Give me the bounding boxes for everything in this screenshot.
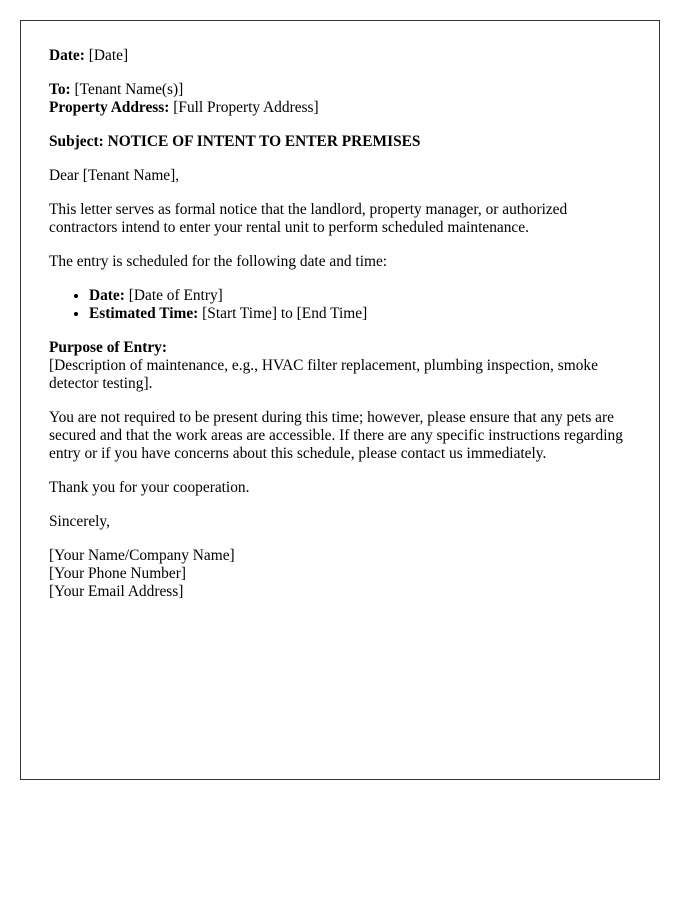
recipient-block [49, 81, 631, 117]
schedule-time-label: Estimated Time: [89, 305, 199, 322]
purpose-label: Purpose of Entry: [49, 339, 167, 356]
signature-name: [Your Name/Company Name] [49, 547, 235, 564]
thanks-line: Thank you for your cooperation. [49, 479, 250, 496]
signature-block [49, 547, 631, 601]
signature-email: [Your Email Address] [49, 583, 184, 600]
property-value: [Full Property Address] [173, 99, 319, 116]
intro-paragraph: This letter serves as formal notice that the landlord, property manager, or authorized contractors intend to enter your rental unit to perform scheduled maintenance. [49, 201, 568, 236]
purpose-block [49, 339, 631, 393]
purpose-text: [Description of maintenance, e.g., HVAC filter replacement, plumbing inspection, smoke detector testing]. [49, 357, 598, 392]
signature-phone: [Your Phone Number] [49, 565, 186, 582]
schedule-date-value: [Date of Entry] [128, 287, 223, 304]
date-value: [Date] [88, 47, 129, 64]
subject-label: Subject: [49, 133, 104, 150]
date-label: Date: [49, 47, 85, 64]
subject-line [49, 133, 631, 151]
schedule-item-time [89, 305, 631, 323]
schedule-intro: The entry is scheduled for the following date and time: [49, 253, 388, 270]
to-label: To: [49, 81, 71, 98]
letter-page [20, 20, 660, 780]
property-label: Property Address: [49, 99, 170, 116]
to-value: [Tenant Name(s)] [74, 81, 184, 98]
date-line [49, 47, 631, 65]
property-line [49, 99, 631, 117]
greeting: Dear [Tenant Name], [49, 167, 180, 184]
to-line [49, 81, 631, 99]
schedule-date-label: Date: [89, 287, 125, 304]
schedule-time-value: [Start Time] to [End Time] [202, 305, 368, 322]
schedule-item-date [89, 287, 631, 305]
closing-line: Sincerely, [49, 513, 110, 530]
subject-value: NOTICE OF INTENT TO ENTER PREMISES [107, 133, 421, 150]
notice-paragraph: You are not required to be present during this time; however, please ensure that any pets are secured and that the work areas are accessible. If there are any specific instructions regarding entry or if you have concerns about this schedule, please contact us immediately. [49, 409, 623, 462]
schedule-list [49, 287, 631, 323]
